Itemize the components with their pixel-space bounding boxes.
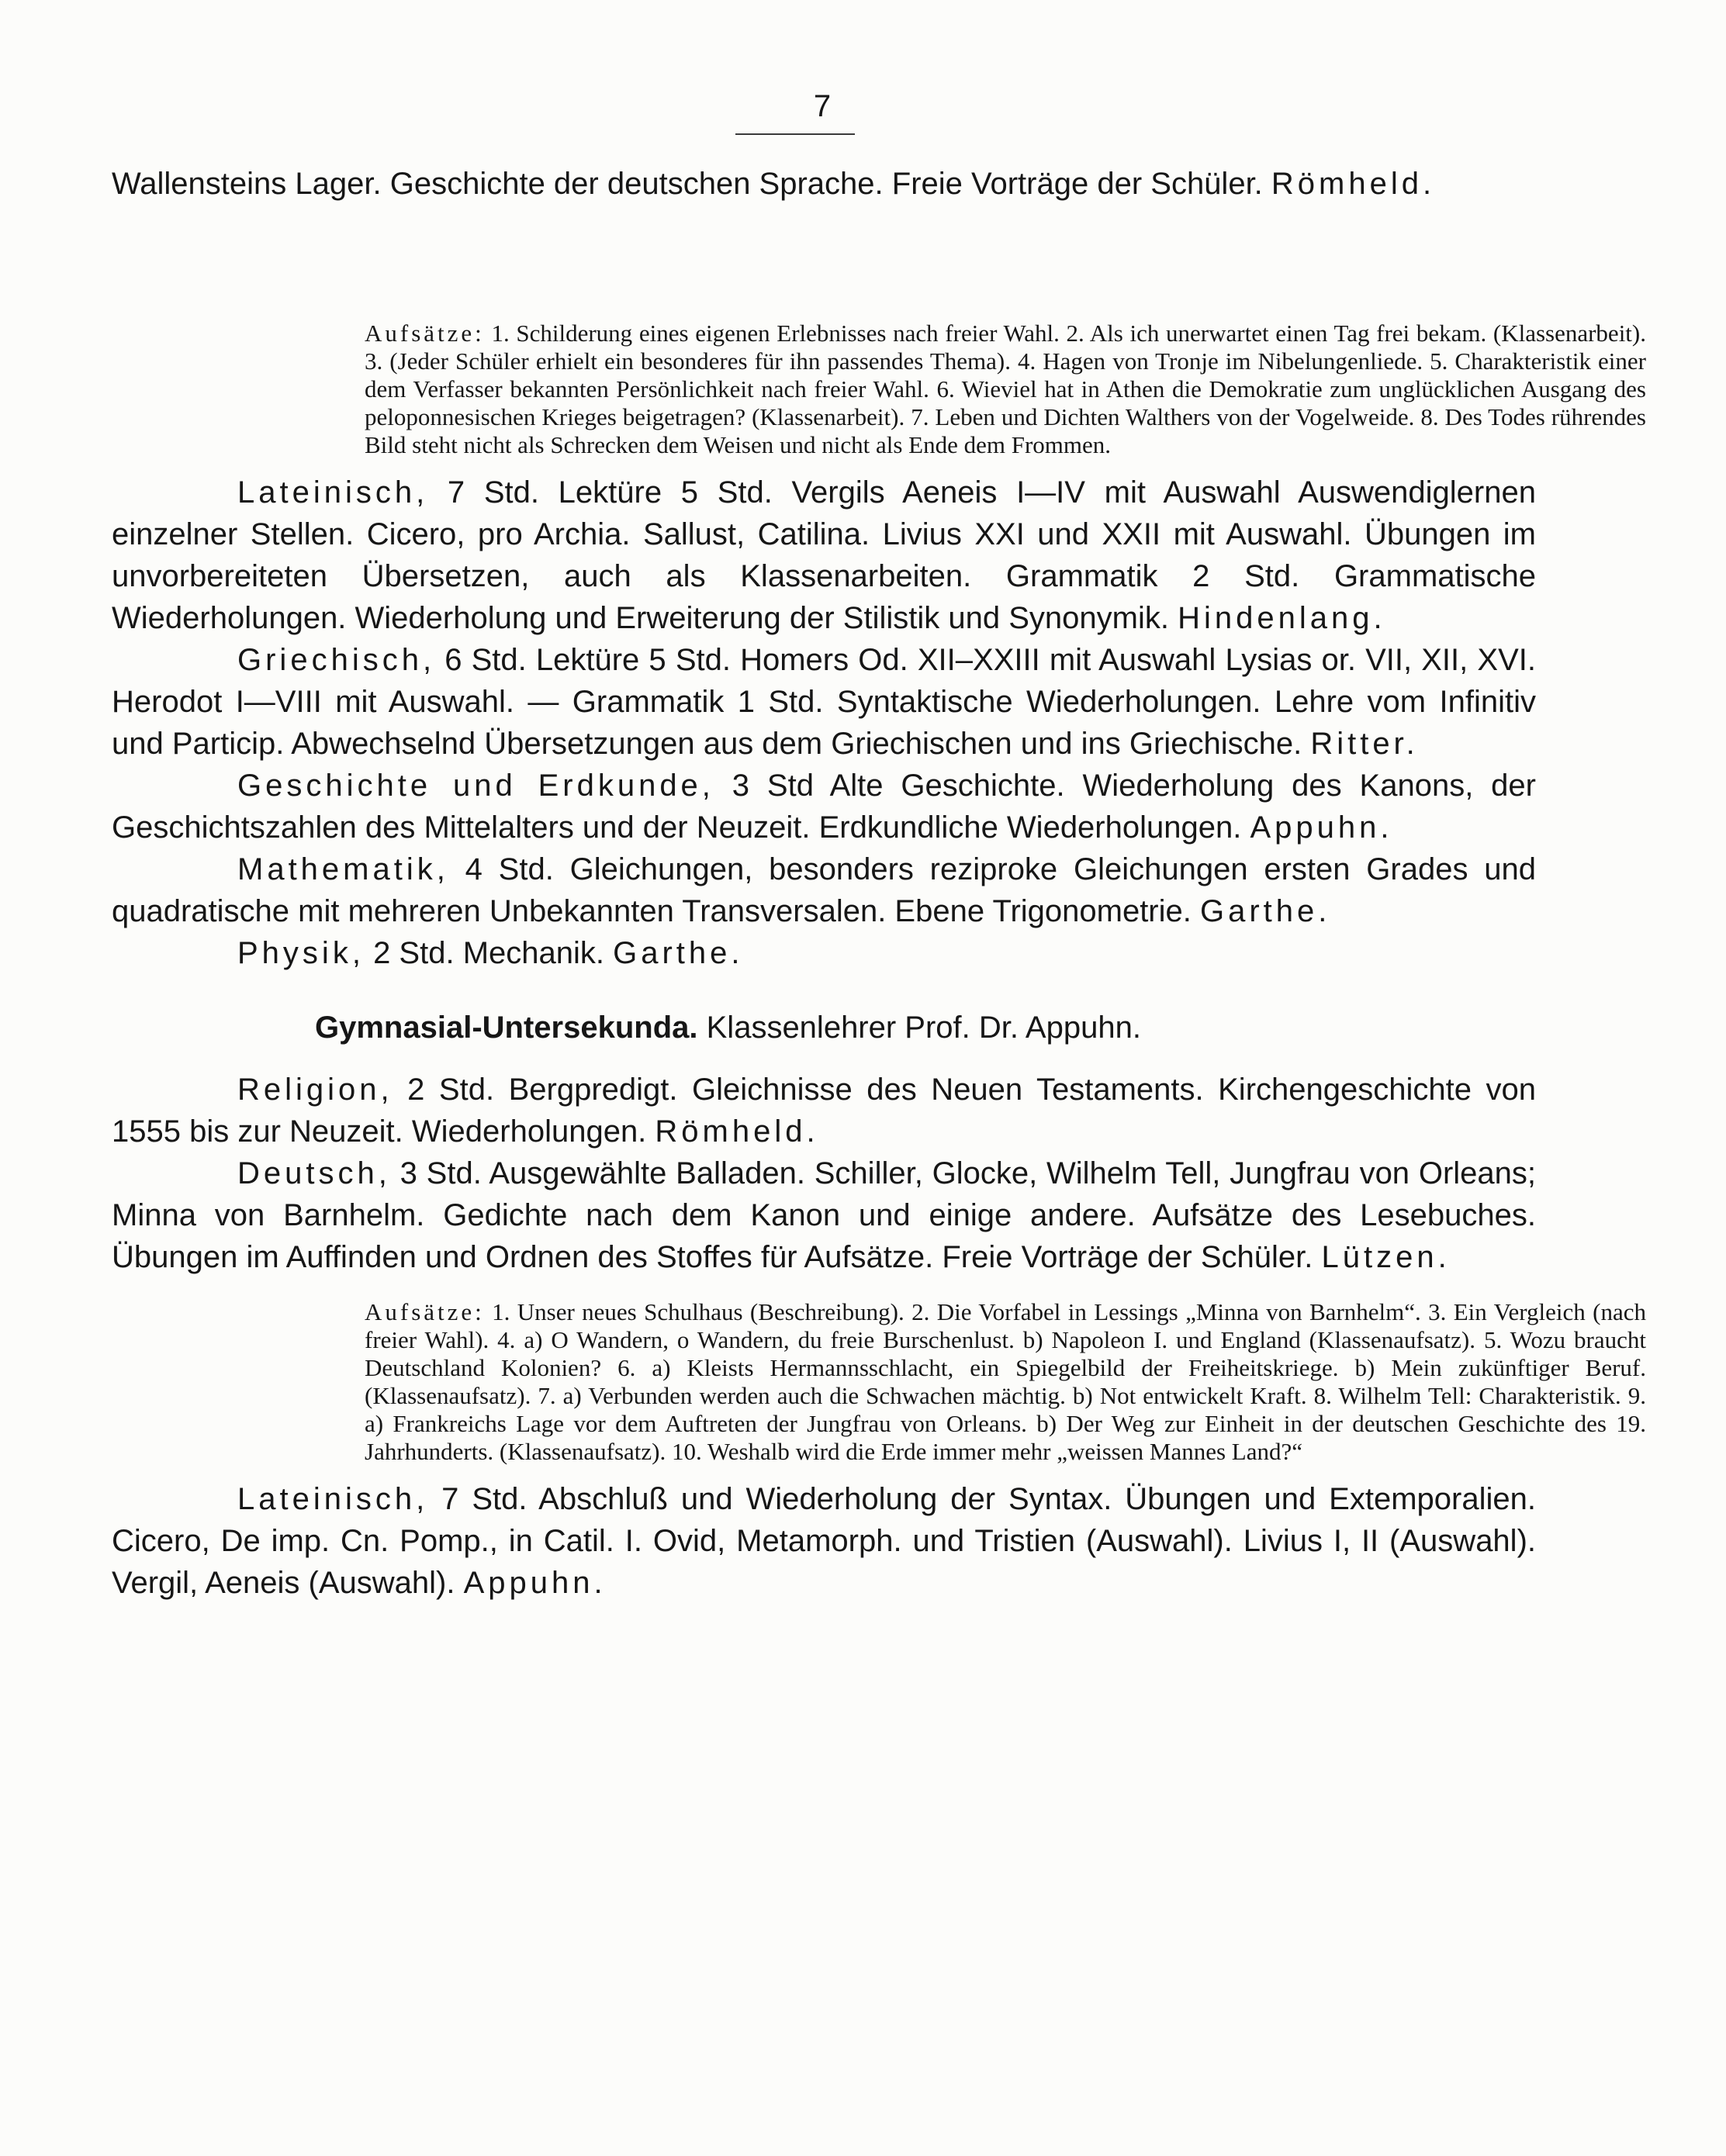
subject-teacher: Hindenlang. bbox=[1178, 601, 1386, 635]
subject-text: 6 Std. Lektüre 5 Std. Homers Od. XII–XXIII mit Auswahl Lysias or. VII, XII, XVI. Herodot I—VIII mit Auswahl. — Grammatik 1 Std. Syntaktische Wiederholungen. Lehre vom Infinitiv und Particip. Abwechselnd Übersetzungen aus dem Griechischen und ins Griechische. bbox=[112, 643, 1536, 761]
subject-teacher: Appuhn. bbox=[463, 1566, 607, 1600]
subject-teacher: Lützen. bbox=[1321, 1240, 1451, 1274]
subject-latein-untersekunda bbox=[112, 1478, 1536, 1604]
subject-mathematik bbox=[112, 848, 1536, 932]
subject-name: Lateinisch, bbox=[237, 475, 429, 510]
section-teacher-line: Klassenlehrer Prof. Dr. Appuhn. bbox=[706, 1011, 1141, 1045]
subject-name: Griechisch, bbox=[237, 643, 436, 677]
subject-religion bbox=[112, 1069, 1536, 1152]
intro-teacher: Römheld. bbox=[1271, 167, 1436, 201]
subject-text: 7 Std. Lektüre 5 Std. Vergils Aeneis I—IV mit Auswahl Auswendiglernen einzelner Stellen. Cicero, pro Archia. Sallust, Catilina. Livius XXI und XXII mit Auswahl. Übungen im unvorbereiteten Übersetzen, auch als Klassenarbeiten. Grammatik 2 Std. Grammatische Wiederholungen. Wiederholung und Erweiterung der Stilistik und Synonymik. bbox=[112, 475, 1536, 635]
subject-latein-obersekunda bbox=[112, 472, 1536, 639]
subject-teacher: Garthe. bbox=[1200, 894, 1331, 928]
subject-griechisch bbox=[112, 639, 1536, 765]
subject-name: Geschichte und Erdkunde, bbox=[237, 769, 714, 803]
section-title: Gymnasial-Untersekunda. bbox=[315, 1011, 698, 1045]
subject-teacher: Garthe. bbox=[613, 936, 744, 970]
essay-text: 1. Unser neues Schulhaus (Beschreibung). 2. Die Vorfabel in Lessings „Minna von Barnhelm“. 3. Ein Vergleich (nach freier Wahl). 4. a) O Wandern, o Wandern, du freie Burschenlust. b) Napoleon I. und England (Klassenaufsatz). 5. Wozu braucht Deutschland Kolonien? 6. a) Kleists Hermannsschlacht, ein Spiegelbild der Freiheitskriege. b) Mein zukünftiger Beruf. (Klassenaufsatz). 7. a) Verbunden werden auch die Schwachen mächtig. b) Not entwickelt Kraft. 8. Wilhelm Tell: Charakteristik. 9. a) Frankreichs Lage vor dem Auftreten der Jungfrau von Orleans. b) Der Weg zur Einheit in der deutschen Geschichte des 19. Jahrhunderts. (Klassenaufsatz). 10. Weshalb wird die Erde immer mehr „weissen Mannes Land?“ bbox=[365, 1298, 1646, 1465]
subject-text: 2 Std. Mechanik. bbox=[373, 936, 604, 970]
subject-teacher: Ritter. bbox=[1310, 727, 1419, 761]
subject-geschichte-erdkunde bbox=[112, 765, 1536, 848]
section-heading-untersekunda bbox=[112, 1007, 1536, 1049]
page-number: 7 bbox=[813, 89, 832, 123]
essay-text: 1. Schilderung eines eigenen Erlebnisses nach freier Wahl. 2. Als ich unerwartet einen Tag frei bekam. (Klassenarbeit). 3. (Jeder Schüler erhielt ein besonderes für ihn passendes Thema). 4. Hagen von Tronje im Nibelungenliede. 5. Charakteristik einer dem Verfasser bekannten Persönlichkeit nach freier Wahl. 6. Wieviel hat in Athen die Demokratie zum unglücklichen Ausgang des peloponnesischen Krieges beigetragen? (Klassenarbeit). 7. Leben und Dichten Walthers von der Vogelweide. 8. Des Todes rührendes Bild steht nicht als Schrecken dem Weisen und nicht als Ende dem Frommen. bbox=[365, 320, 1646, 458]
subject-name: Religion, bbox=[237, 1073, 393, 1107]
subject-text: 7 Std. Abschluß und Wiederholung der Syntax. Übungen und Extemporalien. Cicero, De imp. Cn. Pomp., in Catil. I. Ovid, Metamorph. und Tristien (Auswahl). Livius I, II (Auswahl). Vergil, Aeneis (Auswahl). bbox=[112, 1482, 1536, 1600]
subject-name: Physik, bbox=[237, 936, 365, 970]
page-number-rule bbox=[735, 133, 855, 135]
subject-name: Lateinisch, bbox=[237, 1482, 429, 1516]
subject-text: 2 Std. Bergpredigt. Gleichnisse des Neuen Testaments. Kirchengeschichte von 1555 bis zur Neuzeit. Wiederholungen. bbox=[112, 1073, 1536, 1149]
subject-name: Deutsch, bbox=[237, 1156, 391, 1190]
subject-teacher: Römheld. bbox=[655, 1114, 819, 1149]
subject-text: 3 Std Alte Geschichte. Wiederholung des Kanons, der Geschichtszahlen des Mittelalters und der Neuzeit. Erdkundliche Wiederholungen. bbox=[112, 769, 1536, 845]
essay-list-untersekunda bbox=[365, 1298, 1646, 1466]
subject-deutsch bbox=[112, 1152, 1536, 1278]
essay-label: Aufsätze: bbox=[365, 1298, 485, 1325]
subject-text: 3 Std. Ausgewählte Balladen. Schiller, Glocke, Wilhelm Tell, Jungfrau von Orleans; Minna von Barnhelm. Gedichte nach dem Kanon und einige andere. Aufsätze des Lesebuches. Übungen im Auffinden und Ordnen des Stoffes für Aufsätze. Freie Vorträge der Schüler. bbox=[112, 1156, 1536, 1274]
subject-name: Mathematik, bbox=[237, 852, 449, 886]
essay-list-obersekunda bbox=[365, 320, 1646, 459]
intro-paragraph bbox=[112, 163, 1536, 205]
subject-text: 4 Std. Gleichungen, besonders reziproke Gleichungen ersten Grades und quadratische mit mehreren Unbekannten Transversalen. Ebene Trigonometrie. bbox=[112, 852, 1536, 928]
page-content bbox=[112, 163, 1646, 1604]
subject-teacher: Appuhn. bbox=[1250, 810, 1393, 845]
subject-physik bbox=[112, 932, 1536, 974]
essay-label: Aufsätze: bbox=[365, 320, 485, 347]
intro-text: Wallensteins Lager. Geschichte der deutschen Sprache. Freie Vorträge der Schüler. bbox=[112, 167, 1263, 201]
